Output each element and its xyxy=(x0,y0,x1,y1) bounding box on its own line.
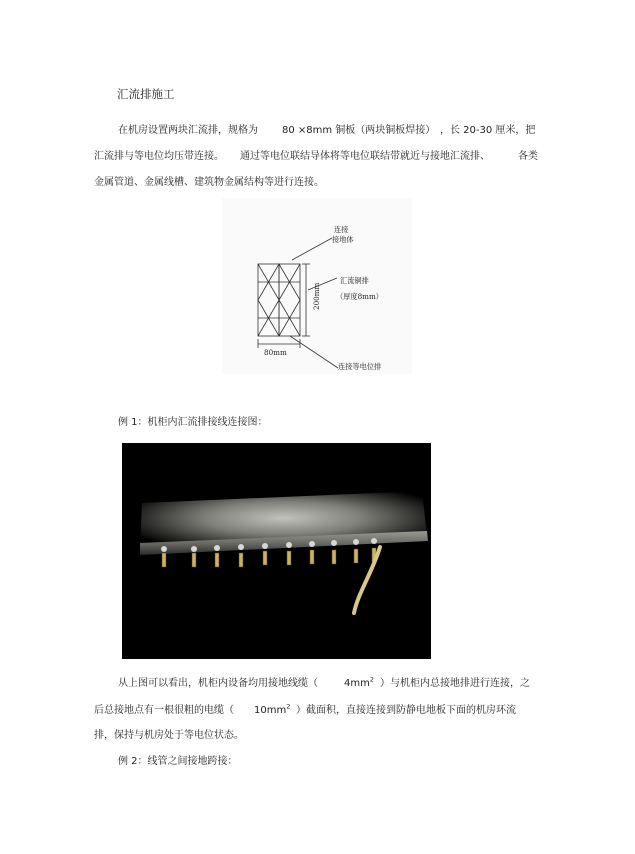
label-ground-body: 接地体 xyxy=(332,235,354,244)
busbar-diagram xyxy=(222,198,412,374)
cabinet-busbar-photo-svg xyxy=(122,443,431,659)
label-width: 80mm xyxy=(264,348,287,357)
para2-line2-c: ）截面积，直接连接到防静电地板下面的机房环流 xyxy=(296,705,516,716)
label-thickness: （厚度8mm） xyxy=(336,292,383,301)
para2-line2-b: $10mm^2$ xyxy=(254,702,291,716)
para1-line3: 金属管道、金属线槽、建筑物金属结构等进行连接。 xyxy=(94,177,324,188)
example1-caption: 例 1：机柜内汇流排接线连接图： xyxy=(118,417,268,428)
para2-line1-a: 从上图可以看出，机柜内设备均用接地线缆（ xyxy=(118,678,318,689)
cabinet-busbar-photo xyxy=(122,443,431,659)
section-heading: 汇流排施工 xyxy=(117,87,175,101)
para2-line3: 排，保持与机房处于等电位状态。 xyxy=(94,730,244,741)
label-copper-busbar: 汇流铜排 xyxy=(340,276,369,285)
para2-line1-b: $4mm^2$ xyxy=(344,675,374,689)
para1-line1-a: 在机房设置两块汇流排，规格为 xyxy=(118,125,258,136)
para2-line2-a: 后总接地点有一根很粗的电缆（ xyxy=(94,705,234,716)
label-connect: 连接 xyxy=(334,225,349,234)
busbar-diagram-svg xyxy=(222,198,412,374)
para1-line1-c: ，长 20-30 厘米，把 xyxy=(440,125,536,136)
label-height: 200mm xyxy=(312,282,321,310)
para1-line2-b: 通过等电位联结导体将等电位联结带就近与接地汇流排、 xyxy=(240,151,490,162)
para2-line1-c: ）与机柜内总接地排进行连接，之 xyxy=(380,678,530,689)
para1-line2-c: 各类 xyxy=(518,151,538,162)
para1-line1-b: 80 ×8mm 铜板（两块铜板焊接） xyxy=(282,125,436,136)
example2-caption: 例 2：线管之间接地跨接： xyxy=(118,756,238,767)
label-equipotential-bar: 连接等电位排 xyxy=(338,362,382,371)
busbar-plate-right xyxy=(279,264,300,336)
busbar-plate-left xyxy=(258,264,279,336)
para1-line2-a: 汇流排与等电位均压带连接。 xyxy=(94,151,224,162)
